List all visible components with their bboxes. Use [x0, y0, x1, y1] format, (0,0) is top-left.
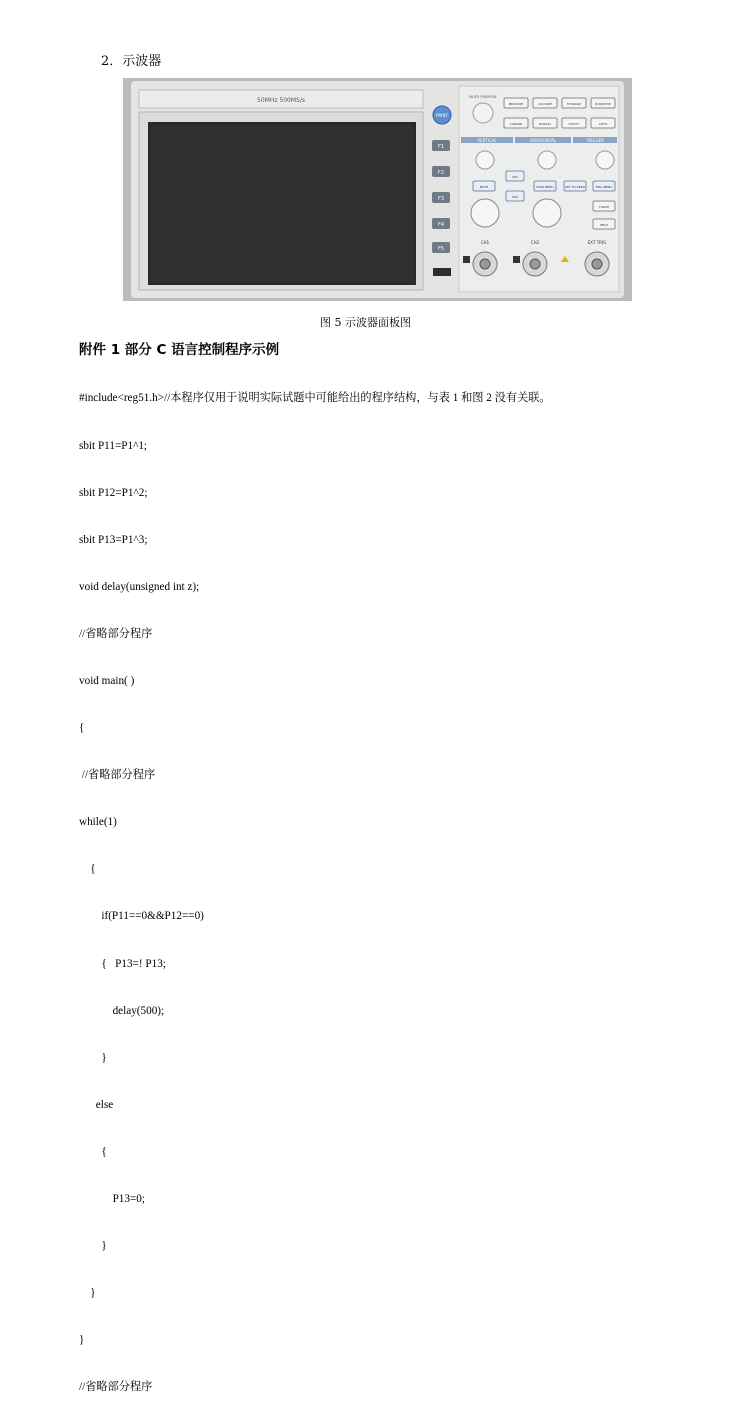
- appendix-title: 附件 1 部分 C 语言控制程序示例: [79, 342, 280, 358]
- btn-hori-menu: HORI MENU: [536, 185, 554, 189]
- menu-button-f2: F2: [437, 170, 445, 176]
- code-line: sbit P13=P1^3;: [79, 533, 148, 546]
- label-vertical: VERTICAL: [477, 138, 497, 143]
- menu-button-f4: F4: [437, 222, 445, 228]
- btn-auto: AUTO: [598, 122, 608, 126]
- code-line: else: [79, 1098, 114, 1111]
- btn-set-to-zero: SET TO ZERO: [564, 185, 586, 189]
- btn-ch2: CH2: [511, 195, 519, 199]
- oscilloscope-panel-photo: [123, 78, 632, 301]
- code-line: //省略部分程序: [79, 1381, 153, 1394]
- btn-force: FORCE: [598, 205, 610, 209]
- code-line: }: [79, 1334, 85, 1347]
- label-horizontal: HORIZONTAL: [529, 138, 557, 143]
- code-line: {: [79, 1145, 107, 1158]
- model-label: 50MHz 500MS/s: [257, 97, 305, 104]
- btn-utility: UTILITY: [568, 122, 580, 126]
- btn-storage: STORAGE: [566, 102, 582, 106]
- code-line: {: [79, 863, 96, 876]
- label-ch2: CH2: [530, 240, 540, 245]
- label-ch1: CH1: [480, 240, 490, 245]
- btn-ch1: CH1: [511, 175, 519, 179]
- btn-measure: MEASURE: [508, 102, 524, 106]
- btn-trig-menu: TRIG MENU: [595, 185, 613, 189]
- btn-run-stop: RUN/STOP: [595, 102, 611, 106]
- code-line: //省略部分程序: [79, 769, 156, 782]
- code-line: void main( ): [79, 674, 135, 687]
- label-ext-trig: EXT TRIG: [587, 240, 607, 245]
- btn-display: DISPLAY: [538, 122, 552, 126]
- code-line: while(1): [79, 816, 117, 829]
- code-line: }: [79, 1240, 107, 1253]
- btn-cursor: CURSOR: [509, 122, 523, 126]
- code-line: #include<reg51.h>//本程序仅用于说明实际试题中可能给出的程序结构，与表 1 和图 2 没有关联。: [79, 392, 551, 405]
- menu-button-f3: F3: [437, 196, 445, 202]
- code-line: {: [79, 722, 85, 735]
- code-line: void delay(unsigned int z);: [79, 580, 200, 593]
- code-line: { P13=! P13;: [79, 957, 166, 970]
- label-trigger: TRIGGER: [586, 138, 604, 143]
- figure-caption: 图 5 示波器面板图: [320, 316, 411, 329]
- code-line: delay(500);: [79, 1004, 165, 1017]
- code-line: }: [79, 1287, 96, 1300]
- menu-button-f1: F1: [437, 144, 445, 150]
- code-line: sbit P12=P1^2;: [79, 486, 148, 499]
- code-line: sbit P11=P1^1;: [79, 439, 148, 452]
- btn-math: MATH: [479, 185, 489, 189]
- code-block: [79, 360, 551, 1412]
- btn-acquire: ACQUIRE: [538, 102, 552, 106]
- code-line: P13=0;: [79, 1193, 145, 1205]
- menu-button-f5: F5: [437, 246, 445, 252]
- code-line: //省略部分程序: [79, 627, 153, 640]
- code-line: if(P11==0&&P12==0): [79, 910, 204, 923]
- btn-help: HELP: [600, 223, 608, 227]
- code-line: }: [79, 1051, 107, 1064]
- section-title: 2．示波器: [101, 54, 162, 69]
- svg-text:PRINT: PRINT: [436, 113, 448, 118]
- svg-text:MULTI PURPOSE: MULTI PURPOSE: [469, 95, 497, 99]
